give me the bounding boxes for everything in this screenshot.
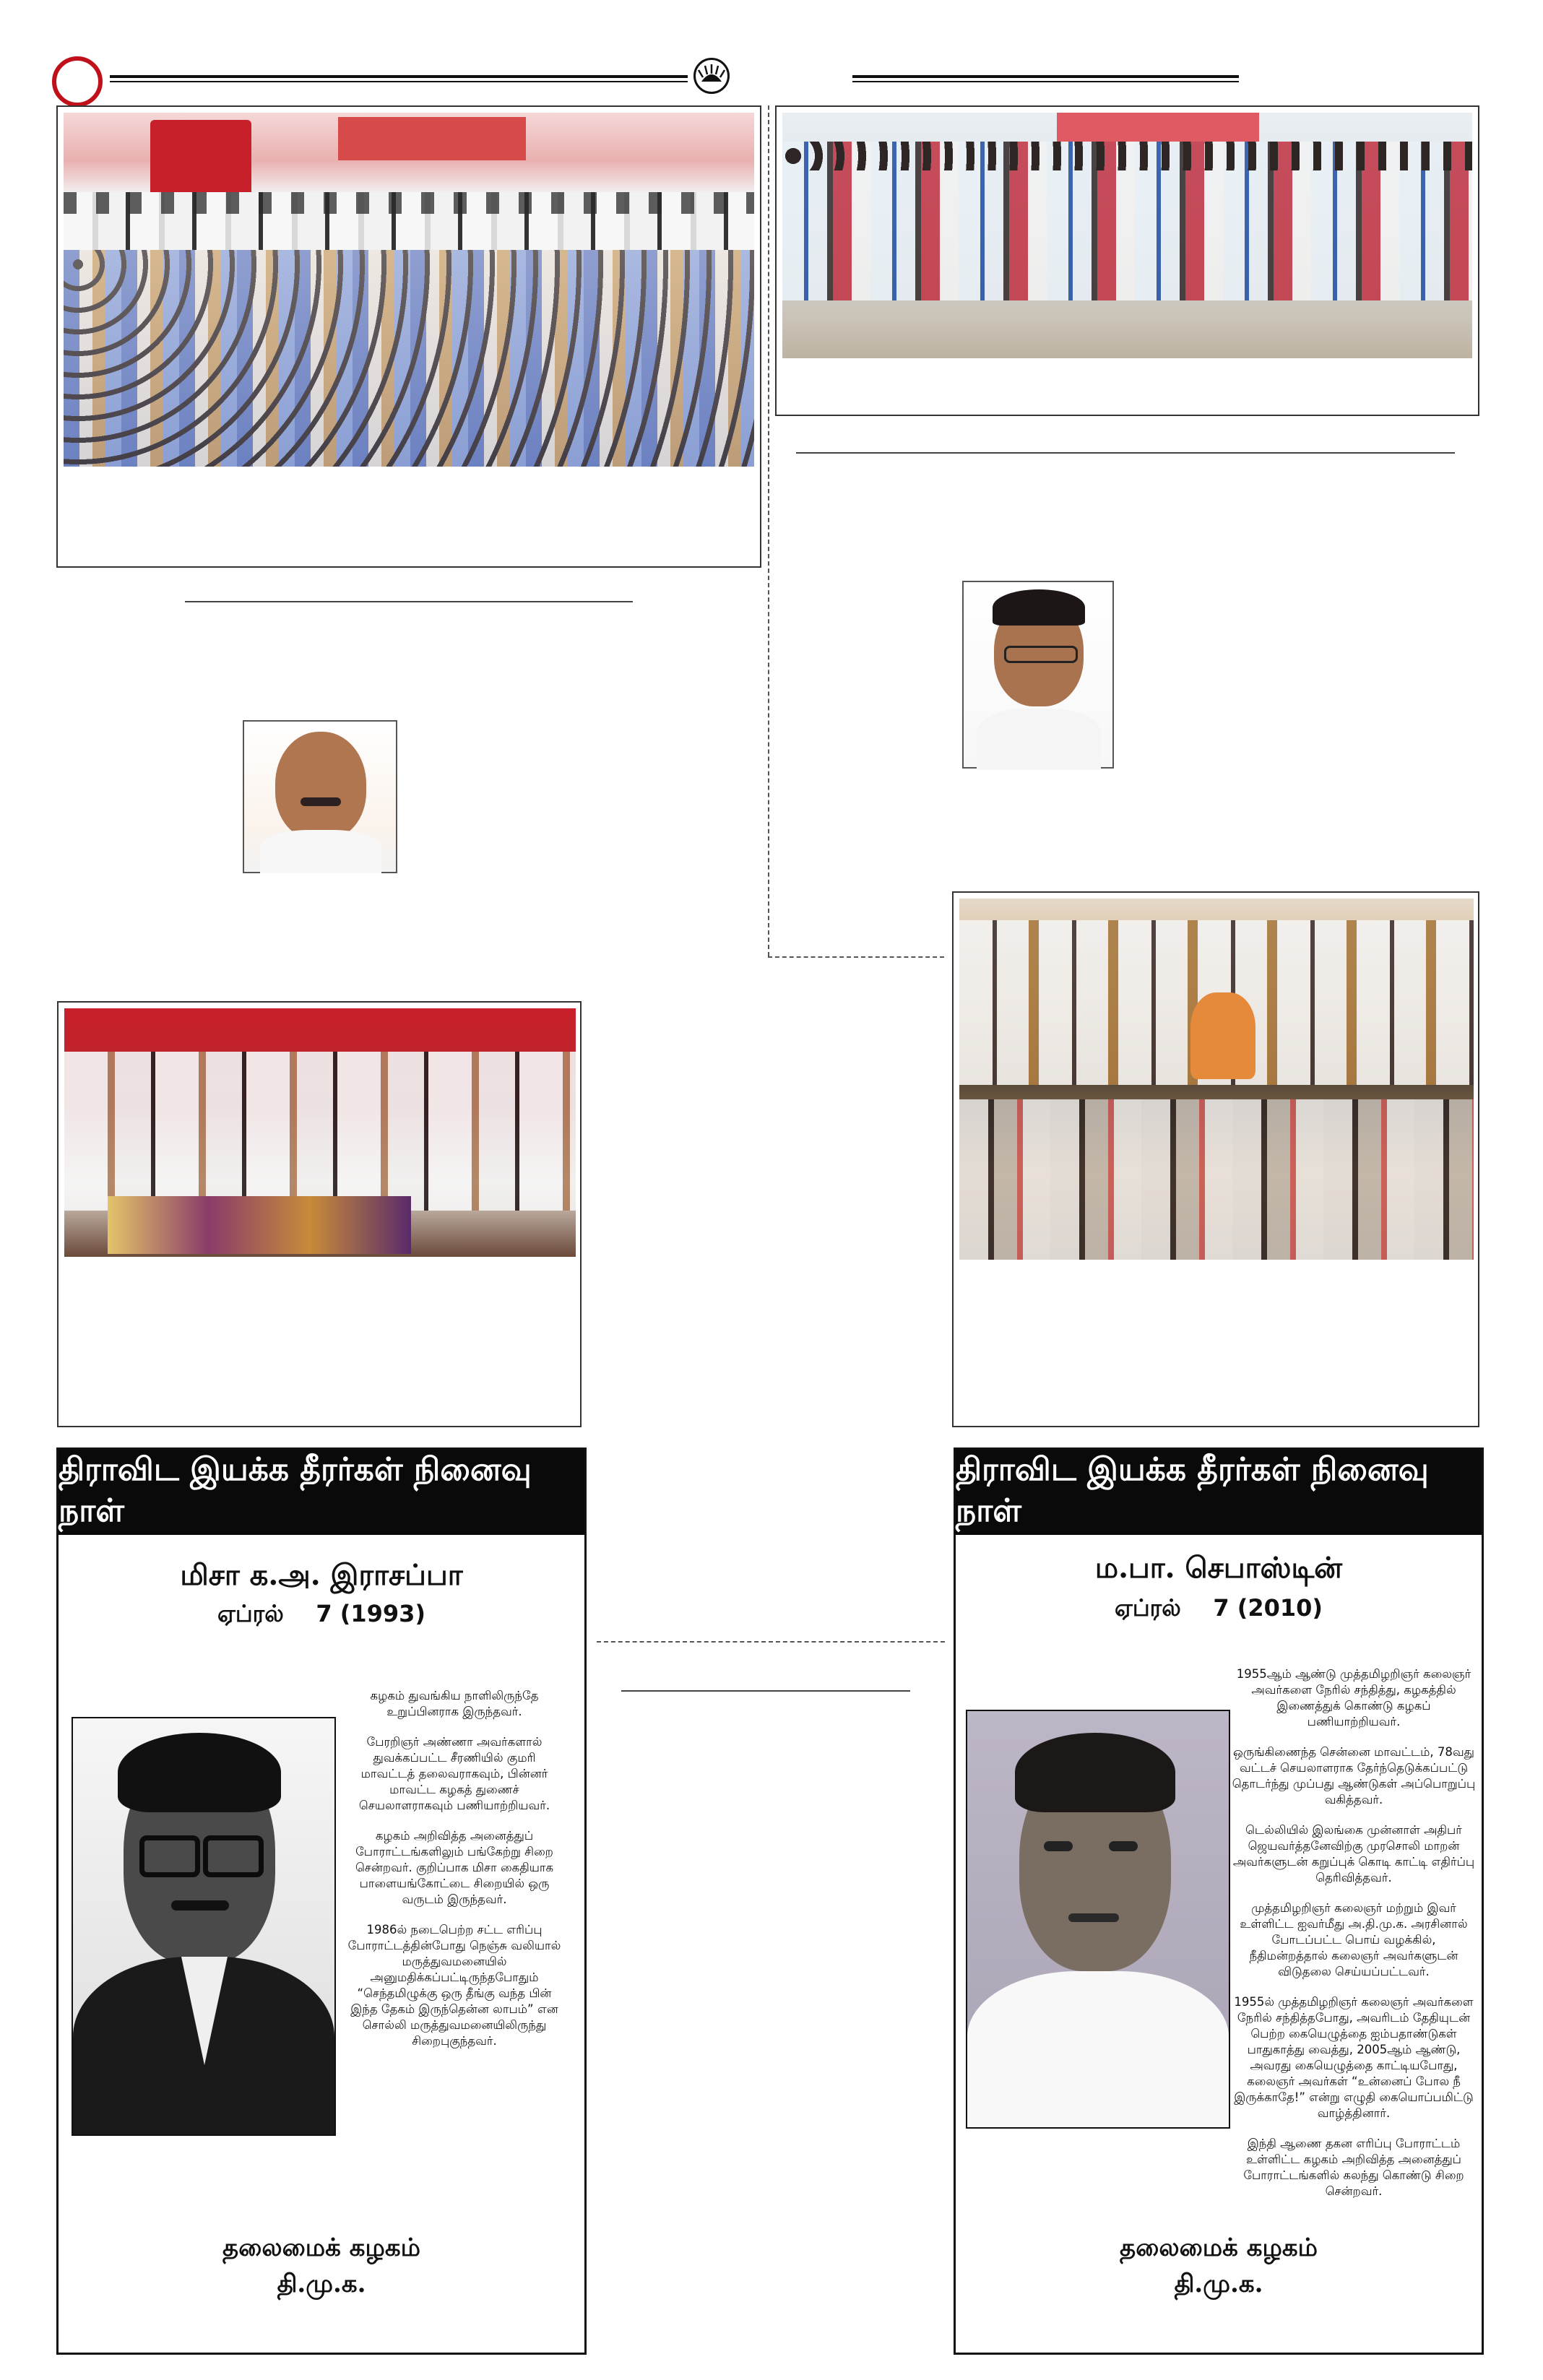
bio-paragraph: பேரறிஞர் அண்ணா அவர்களால் துவக்கப்பட்ட சீரணியில் குமரி மாவட்டத் தலைவராகவும், பின்னர் மாவட்ட கழகத் துணைச் செயலாளராகவும் பணியாற்றியவர். <box>358 1735 550 1812</box>
sports-team-photo <box>782 113 1472 358</box>
dashed-divider-vertical <box>768 105 769 956</box>
dashed-divider-middle <box>597 1641 945 1643</box>
memorial-date: ஏப்ரல் 7 (1993) <box>217 1600 426 1627</box>
meeting-crowd-photo <box>64 250 754 467</box>
memorial-bio-right <box>1232 1666 1476 2214</box>
memorial-bio-left <box>346 1688 563 2064</box>
memorial-header: திராவிட இயக்க தீரர்கள் நினைவு நாள் <box>59 1450 584 1535</box>
masthead-rule-right <box>852 75 1239 78</box>
bio-paragraph: 1986ல் நடைபெற்ற சட்ட எரிப்பு போராட்டத்தின்போது நெஞ்சு வலியால் மருத்துவமனையில் அனுமதிக்கப்பட்டிருந்தபோதும் “செந்தமிழுக்கு ஒரு தீங்கு வந்த பின் இந்த தேகம் இருந்தென்ன லாபம்” என சொல்லி மருத்துவமனையிலிருந்து சிறைபுகுந்தவர். <box>347 1923 561 2048</box>
memorial-header: திராவிட இயக்க தீரர்கள் நினைவு நாள் <box>956 1450 1482 1535</box>
memorial-name: மிசா க.அ. இராசப்பா <box>180 1558 463 1592</box>
party-circle-logo <box>52 56 103 107</box>
book-event-photo <box>64 1008 576 1257</box>
rising-sun-emblem <box>693 58 730 94</box>
photo-box-craft-visit <box>952 891 1479 1427</box>
memorial-portrait-right <box>966 1710 1230 2129</box>
memorial-card-right <box>954 1448 1484 2355</box>
photo-box-sports-team <box>775 105 1479 416</box>
bio-paragraph: ஒருங்கிணைந்த சென்னை மாவட்டம், 78வது வட்டச் செயலாளராக தேர்ந்தெடுக்கப்பட்டு தொடர்ந்து முப்பது ஆண்டுகள் அப்பொறுப்பு வகித்தவர். <box>1232 1745 1476 1806</box>
bio-paragraph: கழகம் துவங்கிய நாளிலிருந்தே உறுப்பினராக இருந்தவர். <box>370 1689 539 1718</box>
memorial-date: ஏப்ரல் 7 (2010) <box>1114 1594 1323 1622</box>
bio-paragraph: 1955ஆம் ஆண்டு முத்தமிழறிஞர் கலைஞர் அவர்களை நேரில் சந்தித்து, கழகத்தில் இணைத்துக் கொண்டு கழகப் பணியாற்றியவர். <box>1236 1667 1471 1728</box>
craft-visit-photo-bottom <box>959 1085 1474 1260</box>
meeting-stage-photo <box>64 113 754 250</box>
memorial-footer-line2: தி.மு.க. <box>1174 2269 1263 2298</box>
portrait-thumb-right <box>962 581 1114 769</box>
memorial-footer-line1: தலைமைக் கழகம் <box>1120 2233 1318 2262</box>
masthead-rule-left-2 <box>110 81 688 82</box>
memorial-name: ம.பா. செபாஸ்டின் <box>1094 1551 1343 1585</box>
memorial-portrait-left <box>72 1717 336 2136</box>
photo-box-book-event <box>57 1001 582 1427</box>
bio-paragraph: முத்தமிழறிஞர் கலைஞர் மற்றும் இவர் உள்ளிட்ட ஐவர்மீது அ.தி.மு.க. அரசினால் போடப்பட்ட பொய் வழக்கில், நீதிமன்றத்தால் கலைஞர் அவர்களுடன் விடுதலை செய்யப்பட்டவர். <box>1240 1901 1468 1978</box>
bio-paragraph: 1955ல் முத்தமிழறிஞர் கலைஞர் அவர்களை நேரில் சந்தித்தபோது, அவரிடம் தேதியுடன் பெற்ற கையெழுத்தை ஐம்பதாண்டுகள் பாதுகாத்து வைத்து, 2005ஆம் ஆண்டு, அவரது கையெழுத்தை காட்டியபோது, கலைஞர் அவர்கள் “உன்னைப் போல நீ இருக்காதே!” என்று எழுதி கையொப்பமிட்டு வாழ்த்தினார். <box>1234 1995 1474 2120</box>
rule-middle-1 <box>621 1690 910 1692</box>
dashed-divider-horizontal <box>768 956 944 958</box>
portrait-thumb-left <box>243 720 397 873</box>
bio-paragraph: டெல்லியில் இலங்கை முன்னாள் அதிபர் ஜெயவர்த்தனேவிற்கு முரசொலி மாறன் அவர்களுடன் கறுப்புக் கொடி காட்டி எதிர்ப்பு தெரிவித்தவர். <box>1232 1823 1475 1884</box>
bio-paragraph: இந்தி ஆணை தகன எரிப்பு போராட்டம் உள்ளிட்ட கழகம் அறிவித்த அனைத்துப் போராட்டங்களில் கலந்து கொண்டு சிறை சென்றவர். <box>1243 2137 1464 2198</box>
photo-box-meeting <box>56 105 761 568</box>
craft-visit-photo-top <box>959 899 1474 1085</box>
masthead-rule-left <box>110 75 688 78</box>
memorial-card-left <box>56 1448 587 2355</box>
rule-left-1 <box>185 601 633 602</box>
masthead-rule-right-2 <box>852 81 1239 82</box>
bio-paragraph: கழகம் அறிவித்த அனைத்துப் போராட்டங்களிலும் பங்கேற்று சிறை சென்றவர். குறிப்பாக மிசா கைதியாக பாளையங்கோட்டை சிறையில் ஒரு வருடம் இருந்தவர். <box>355 1829 554 1906</box>
memorial-footer-line2: தி.மு.க. <box>277 2269 366 2298</box>
rule-right-1 <box>796 452 1455 454</box>
memorial-footer-line1: தலைமைக் கழகம் <box>222 2233 420 2262</box>
